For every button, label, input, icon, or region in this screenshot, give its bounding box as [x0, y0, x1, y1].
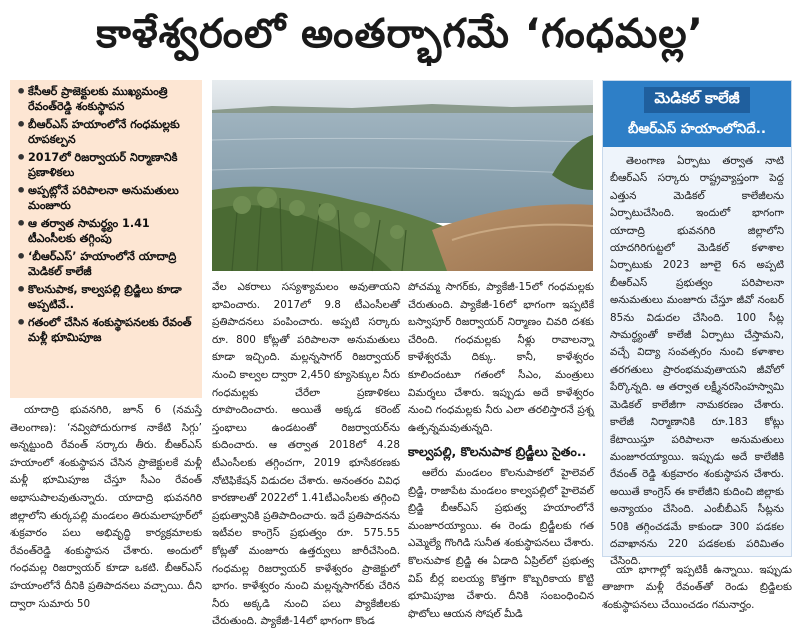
article-column-3	[408, 279, 594, 620]
highlight-item: • 2017లో రిజర్వాయర్ నిర్మాణానికి ప్రణాళికలు	[16, 150, 198, 180]
sidebar-banner	[603, 81, 791, 147]
highlights-box	[10, 80, 202, 398]
sidebar-kicker: మెడికల్ కాలేజీ	[644, 87, 749, 113]
highlight-item: • అప్పట్లోనే పరిపాలనా అనుమతులు మంజూరు	[16, 183, 198, 213]
headline: కాళేశ్వరంలో అంతర్భాగమే ‘గంధమల్ల’	[96, 11, 704, 57]
highlight-item: • గతంలో చేసిన శంకుస్థాపనలకు రేవంత్ మళ్లీ భూమిపూజ	[16, 315, 198, 345]
sidebar-title: బీఆర్ఎస్ హయాంలోనిదే..	[627, 121, 767, 137]
article-paragraph: పోచమ్మ సాగర్‌కు, ప్యాకేజీ-15లో గంధమల్లకు చేరుతుంది. ప్యాకేజీ-16లో భాగంగా ఇప్పటికే బస్వాపూర్ రిజర్వాయర్ నిర్మాణం చివరి దశకు చేరింది. గంధమల్లకు నీళ్లు రావాలన్నా కాళేశ్వరమే దిక్కు. కానీ, కాళేశ్వరం కూలిందంటూ గతంలో సీఎం, మంత్రులు విమర్శలు చేశారు. ఇప్పుడు అదే కాళేశ్వరం నుంచి గంధమల్లకు నీరు ఎలా తరలిస్తారనే ప్రశ్న ఉత్పన్నమవుతున్నది.	[408, 281, 594, 434]
continuation-text: యా భాగాల్లో ఇప్పటికీ ఉన్నాయి. ఇప్పుడు తాజాగా మళ్లీ రేవంత్‌తో రెండు బ్రిడ్జిలకు శంకుస్థాపనలు చేయించడం గమనార్హం.	[602, 564, 792, 611]
article-column-2	[212, 279, 400, 628]
highlight-item: • ‘బీఆర్ఎస్’ హయాంలోనే యాదాద్రి మెడికల్ కాలేజీ	[16, 249, 198, 279]
highlight-item: • కొలనుపాక, కాల్వపల్లి బ్రిడ్జిలు కూడా అప్పటివే..	[16, 282, 198, 312]
highlight-item: • ఆ తర్వాత సామర్థ్యం 1.41 టీఎంసీలకు తగ్గింపు	[16, 216, 198, 246]
highlight-item: • బీఆర్ఎస్ హయాంలోనే గంధమల్లకు రూపకల్పన	[16, 117, 198, 147]
article-column-1	[10, 402, 202, 617]
reservoir-photo	[212, 80, 593, 271]
section-subhead: కాల్వపల్లి, కొలనుపాక బ్రిడ్జీలు సైతం..	[408, 444, 587, 460]
article-paragraph: వేల ఎకరాలు సస్యశ్యామలం అవుతాయని భావించారు. 2017లో 9.8 టీఎంసీలతో ప్రతిపాదనలు పంపించారు. అప్పటి సర్కారు రూ. 800 కోట్లతో పరిపాలనా అనుమతులు కూడా ఇచ్చింది. మల్లన్నసాగర్ రిజర్వాయర్ నుంచి కాల్వల ద్వారా 2,450 క్యూసెక్కుల నీరు గంధమల్లకు చేరేలా ప్రణాళికలు రూపొందించారు. అయితే అక్కడ కరెంట్ స్తంభాలు ఉండటంతో రిజర్వాయర్‌ను కుదించారు. ఆ తర్వాత 2018లో 4.28 టీఎంసీలకు తగ్గించగా, 2019 భూసేకరణకు నోటిఫికేషన్ విడుదల చేశారు. అనంతరం వివిధ కారణాలతో 2022లో 1.41టీఎంసీలకు తగ్గించి ప్రభుత్వానికి ప్రతిపాదించారు. ఇదే ప్రతిపాదనను ఇటీవల కాంగ్రెస్ ప్రభుత్వం రూ. 575.55 కోట్లతో మంజూరు ఉత్తర్వులు జారీచేసింది. గంధమల్ల రిజర్వాయర్ కాళేశ్వరం ప్రాజెక్టులో భాగం. కాళేశ్వరం నుంచి మల్లన్నసాగర్‌కు చేరిన నీరు అక్కడి నుంచి పలు ప్యాకేజీలకు చేరుతుంది. ప్యాకేజీ-14లో భాగంగా కొండ	[212, 281, 400, 628]
highlights-list	[16, 84, 198, 345]
article-paragraph: ఆలేరు మండలం కొలనుపాకలో హైలెవల్ బ్రిడ్జి, రాజాపేట మండలం కాల్వపల్లిలో హైలెవల్ బ్రిడ్జి బీఆర్ఎస్ ప్రభుత్వ హయాంలోనే మంజూరయ్యాయి. ఈ రెండు బ్రిడ్జీలకు గత ఎమ్మెల్యే గొంగిడి సునీత శంకుస్థాపనలు చేశారు. కొలనుపాక బ్రిడ్జి ఈ ఏడాది ఏప్రిల్‌లో ప్రభుత్వ విప్ బీర్ల ఐలయ్య కొత్తగా కొబ్బరికాయ కొట్టి భూమిపూజ చేశారు. దీనికి సంబంధించిన ఫొటోలు ఆయన సోషల్ మీడి	[408, 466, 594, 620]
sidebar-body: తెలంగాణ ఏర్పాటు తర్వాత నాటి బీఆర్ఎస్ సర్కారు రాష్ట్రవ్యాప్తంగా పెద్ద ఎత్తున మెడికల్ కాలేజీలను ఏర్పాటుచేసింది. ఇందులో భాగంగా యాదాద్రి భువనగిరి జిల్లాలోని యాదగిరిగుట్టలో మెడికల్ కళాశాల ఏర్పాటుకు 2023 జూలై 6న అప్పటి బీఆర్ఎస్ ప్రభుత్వం పరిపాలనా అనుమతులు మంజూరు చేస్తూ జీవో నంబర్ 85ను విడుదల చేసింది. 100 సీట్ల సామర్థ్యంతో కాలేజీ ఏర్పాటు చేస్తామని, వచ్చే విద్యా సంవత్సరం నుంచి కళాశాల తరగతులు ప్రారంభమవుతాయని జీవోలో పేర్కొన్నది. ఆ తర్వాత లక్ష్మీనరసింహస్వామి మెడికల్ కాలేజీగా నామకరణం చేశారు. కాలేజీ నిర్మాణానికి రూ.183 కోట్లు కేటాయిస్తూ పరిపాలనా అనుమతులు మంజూరయ్యాయి. ఇప్పుడు అదే కాలేజీకి రేవంత్ రెడ్డి శుక్రవారం శంకుస్థాపన చేశారు. అయితే కాంగ్రెస్ ఈ కాలేజీని కుదించి జిల్లాకు అన్యాయం చేసింది. ఎంబీబీఎస్ సీట్లను 50కి తగ్గించడమే కాకుండా 300 పడకల దవాఖానను 220 పడకలకు పరిమితం చేసింది.	[610, 155, 784, 568]
article-paragraph: యాదాద్రి భువనగిరి, జూన్ 6 (నమస్తే తెలంగాణ): ‘నవ్విపోదురుగాక నాకేటి సిగ్గు’ అన్నట్టుంది రేవంత్ సర్కారు తీరు. బీఆర్ఎస్ హయాంలో శంకుస్థాపన చేసిన ప్రాజెక్టులకే మళ్లీ మళ్లీ భూమిపూజ చేస్తూ సీఎం రేవంత్ అభాసుపాలవుతున్నారు. యాదాద్రి భువనగిరి జిల్లాలోని తుర్కపల్లి మండలం తిరుమలాపూర్‌లో శుక్రవారం పలు అభివృద్ధి కార్యక్రమాలకు రేవంత్‌రెడ్డి శంకుస్థాపన చేశారు. అందులో గంధమల్ల రిజర్వాయర్ కూడా ఒకటి. బీఆర్ఎస్ హయాంలోనే దీనికి ప్రతిపాదనలు వచ్చాయి. దీని ద్వారా సుమారు 50	[10, 404, 202, 610]
medical-college-sidebar	[602, 80, 792, 568]
highlight-item: • కేసీఆర్ ప్రాజెక్టులకు ముఖ్యమంత్రి రేవంత్‌రెడ్డి శంకుస్థాపన	[16, 84, 198, 114]
